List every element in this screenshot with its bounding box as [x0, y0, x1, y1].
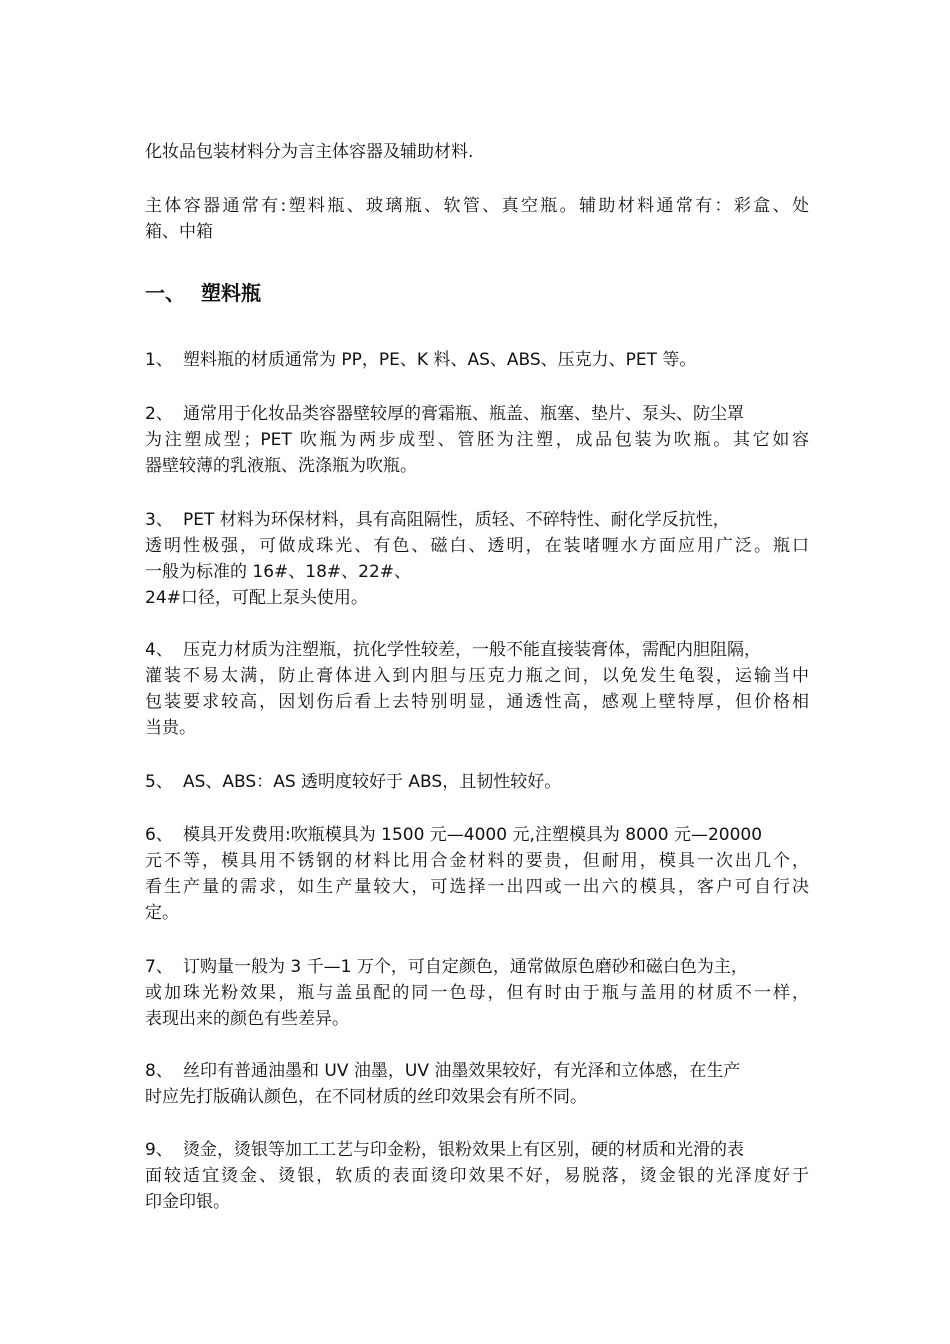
text-line: 透明性极强，可做成珠光、有色、磁白、透明，在装啫喱水方面应用广泛。瓶口 [145, 536, 809, 556]
text-line: 印金印银。 [145, 1192, 230, 1212]
text-line: 定。 [145, 903, 179, 923]
text-line: 包装要求较高，因划伤后看上去特别明显，通透性高，感观上壁特厚，但价格相 [145, 692, 809, 712]
text-line: 塑料瓶的材质通常为 PP，PE、K 料、AS、ABS、压克力、PET 等。 [183, 350, 697, 370]
text-line: AS、ABS：AS 透明度较好于 ABS，且韧性较好。 [183, 772, 562, 792]
text-line: 通常用于化妆品类容器壁较厚的膏霜瓶、瓶盖、瓶塞、垫片、泵头、防尘罩 [183, 404, 744, 424]
text-line: 压克力材质为注塑瓶，抗化学性较差，一般不能直接装膏体，需配内胆阻隔， [183, 640, 761, 660]
text-line: 订购量一般为 3 千—1 万个，可自定颜色，通常做原色磨砂和磁白色为主， [183, 957, 748, 977]
item-index: 3、 [145, 510, 173, 530]
list-item-1 [145, 347, 809, 373]
text-line: 面较适宜烫金、烫银，软质的表面烫印效果不好，易脱落，烫金银的光泽度好于 [145, 1166, 809, 1186]
text-line: 当贵。 [145, 718, 196, 738]
section-number: 一、 [145, 281, 185, 305]
text-line: 烫金，烫银等加工工艺与印金粉，银粉效果上有区别，硬的材质和光滑的表 [183, 1140, 744, 1160]
list-item-3 [145, 507, 809, 611]
text-line: 灌装不易太满，防止膏体进入到内胆与压克力瓶之间，以免发生龟裂，运输当中 [145, 666, 809, 686]
text-line: 24#口径，可配上泵头使用。 [145, 588, 368, 608]
text-line: 看生产量的需求，如生产量较大，可选择一出四或一出六的模具，客户可自行决 [145, 877, 809, 897]
text-line: 化妆品包装材料分为言主体容器及辅助材料. [145, 142, 474, 162]
section-title: 塑料瓶 [201, 281, 261, 305]
text-line: 主体容器通常有:塑料瓶、玻璃瓶、软管、真空瓶。辅助材料通常有：彩盒、处 [145, 196, 809, 216]
intro-paragraph-2 [145, 193, 809, 245]
list-item-6 [145, 822, 809, 926]
item-index: 2、 [145, 404, 173, 424]
item-index: 6、 [145, 825, 173, 845]
item-index: 4、 [145, 640, 173, 660]
text-line: 元不等，模具用不锈钢的材料比用合金材料的要贵，但耐用，模具一次出几个， [145, 851, 809, 871]
item-index: 9、 [145, 1140, 173, 1160]
item-index: 7、 [145, 957, 173, 977]
text-line: 器壁较薄的乳液瓶、洗涤瓶为吹瓶。 [145, 456, 417, 476]
text-line: 时应先打版确认颜色，在不同材质的丝印效果会有所不同。 [145, 1087, 587, 1107]
list-item-2 [145, 401, 809, 479]
item-index: 8、 [145, 1061, 173, 1081]
text-line: PET 材料为环保材料，具有高阻隔性，质轻、不碎特性、耐化学反抗性， [183, 510, 730, 530]
intro-paragraph-1 [145, 139, 809, 165]
list-item-8 [145, 1058, 809, 1110]
list-item-9 [145, 1137, 809, 1215]
text-line: 箱、中箱 [145, 222, 213, 242]
list-item-5 [145, 769, 809, 795]
text-line: 或加珠光粉效果，瓶与盖虽配的同一色母，但有时由于瓶与盖用的材质不一样， [145, 983, 809, 1003]
text-line: 为注塑成型；PET 吹瓶为两步成型、管胚为注塑，成品包装为吹瓶。其它如容 [145, 430, 809, 450]
list-item-7 [145, 954, 809, 1032]
list-item-4 [145, 637, 809, 741]
text-line: 模具开发费用:吹瓶模具为 1500 元—4000 元,注塑模具为 8000 元—20000 [183, 825, 763, 845]
text-line: 一般为标准的 16#、18#、22#、 [145, 562, 412, 582]
text-line: 丝印有普通油墨和 UV 油墨，UV 油墨效果较好，有光泽和立体感，在生产 [183, 1061, 741, 1081]
section-heading [145, 279, 261, 307]
item-index: 5、 [145, 772, 173, 792]
text-line: 表现出来的颜色有些差异。 [145, 1009, 349, 1029]
item-index: 1、 [145, 350, 173, 370]
